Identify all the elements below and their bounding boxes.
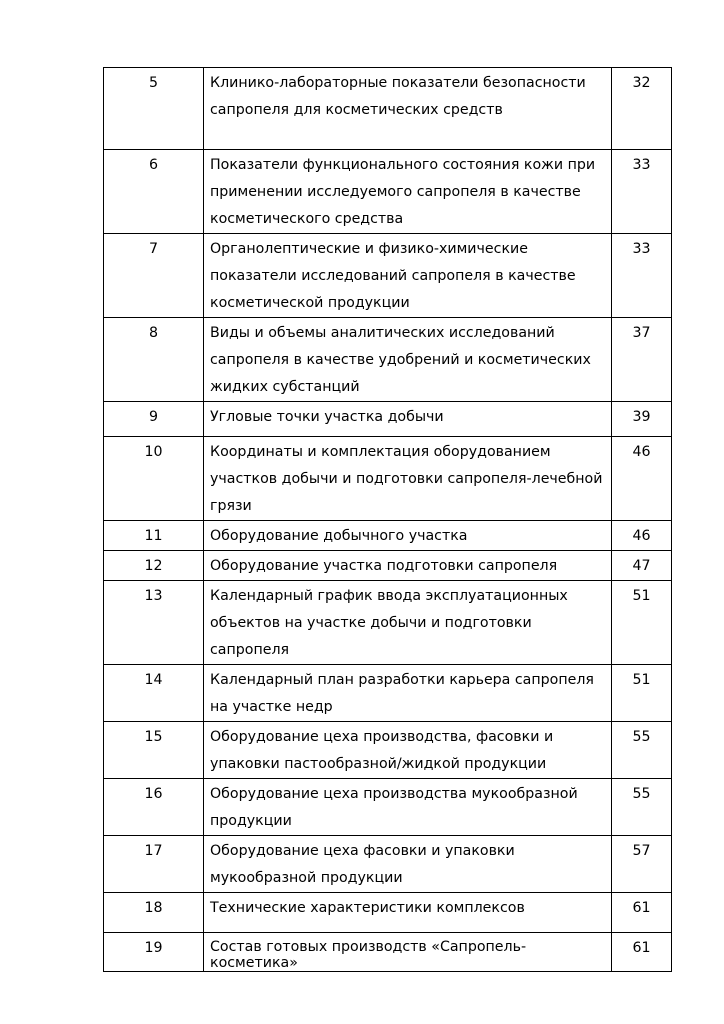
row-number: 10 <box>104 437 204 521</box>
table-row <box>104 893 672 933</box>
row-title: Оборудование добычного участка <box>204 521 612 551</box>
row-number: 5 <box>104 68 204 150</box>
row-number: 17 <box>104 836 204 893</box>
row-number: 14 <box>104 665 204 722</box>
row-title: Показатели функционального состояния кожи при применении исследуемого сапропеля в качестве косметического средства <box>204 150 612 234</box>
list-of-tables <box>103 67 672 972</box>
table-row <box>104 665 672 722</box>
row-title: Состав готовых производств «Сапропель-косметика» <box>204 933 612 972</box>
row-title: Оборудование цеха фасовки и упаковки мукообразной продукции <box>204 836 612 893</box>
row-page: 46 <box>612 521 672 551</box>
row-page: 33 <box>612 234 672 318</box>
row-title: Органолептические и физико-химические показатели исследований сапропеля в качестве косметической продукции <box>204 234 612 318</box>
row-number: 8 <box>104 318 204 402</box>
row-number: 15 <box>104 722 204 779</box>
row-title: Угловые точки участка добычи <box>204 402 612 437</box>
row-page: 32 <box>612 68 672 150</box>
row-title: Технические характеристики комплексов <box>204 893 612 933</box>
table-row <box>104 318 672 402</box>
table-row <box>104 722 672 779</box>
row-number: 6 <box>104 150 204 234</box>
row-number: 11 <box>104 521 204 551</box>
row-title: Календарный план разработки карьера сапропеля на участке недр <box>204 665 612 722</box>
row-title: Оборудование цеха производства мукообразной продукции <box>204 779 612 836</box>
table-row <box>104 68 672 150</box>
row-number: 19 <box>104 933 204 972</box>
row-number: 12 <box>104 551 204 581</box>
table-row <box>104 581 672 665</box>
row-page: 61 <box>612 893 672 933</box>
row-page: 46 <box>612 437 672 521</box>
row-page: 37 <box>612 318 672 402</box>
table-row <box>104 402 672 437</box>
row-page: 61 <box>612 933 672 972</box>
row-page: 51 <box>612 665 672 722</box>
table-row <box>104 437 672 521</box>
row-number: 18 <box>104 893 204 933</box>
table-row <box>104 234 672 318</box>
row-number: 9 <box>104 402 204 437</box>
row-title: Оборудование участка подготовки сапропеля <box>204 551 612 581</box>
row-number: 7 <box>104 234 204 318</box>
row-page: 47 <box>612 551 672 581</box>
row-title: Оборудование цеха производства, фасовки и упаковки пастообразной/жидкой продукции <box>204 722 612 779</box>
row-number: 13 <box>104 581 204 665</box>
table-row <box>104 836 672 893</box>
row-title: Виды и объемы аналитических исследований сапропеля в качестве удобрений и косметических жидких субстанций <box>204 318 612 402</box>
table-row <box>104 521 672 551</box>
row-title: Календарный график ввода эксплуатационных объектов на участке добычи и подготовки сапропеля <box>204 581 612 665</box>
table-row <box>104 933 672 972</box>
row-page: 55 <box>612 722 672 779</box>
table-row <box>104 150 672 234</box>
row-page: 51 <box>612 581 672 665</box>
table-row <box>104 551 672 581</box>
row-page: 33 <box>612 150 672 234</box>
row-page: 57 <box>612 836 672 893</box>
row-title: Клинико-лабораторные показатели безопасности сапропеля для косметических средств <box>204 68 612 150</box>
row-title: Координаты и комплектация оборудованием участков добычи и подготовки сапропеля-лечебной грязи <box>204 437 612 521</box>
row-number: 16 <box>104 779 204 836</box>
row-page: 39 <box>612 402 672 437</box>
row-page: 55 <box>612 779 672 836</box>
table-row <box>104 779 672 836</box>
